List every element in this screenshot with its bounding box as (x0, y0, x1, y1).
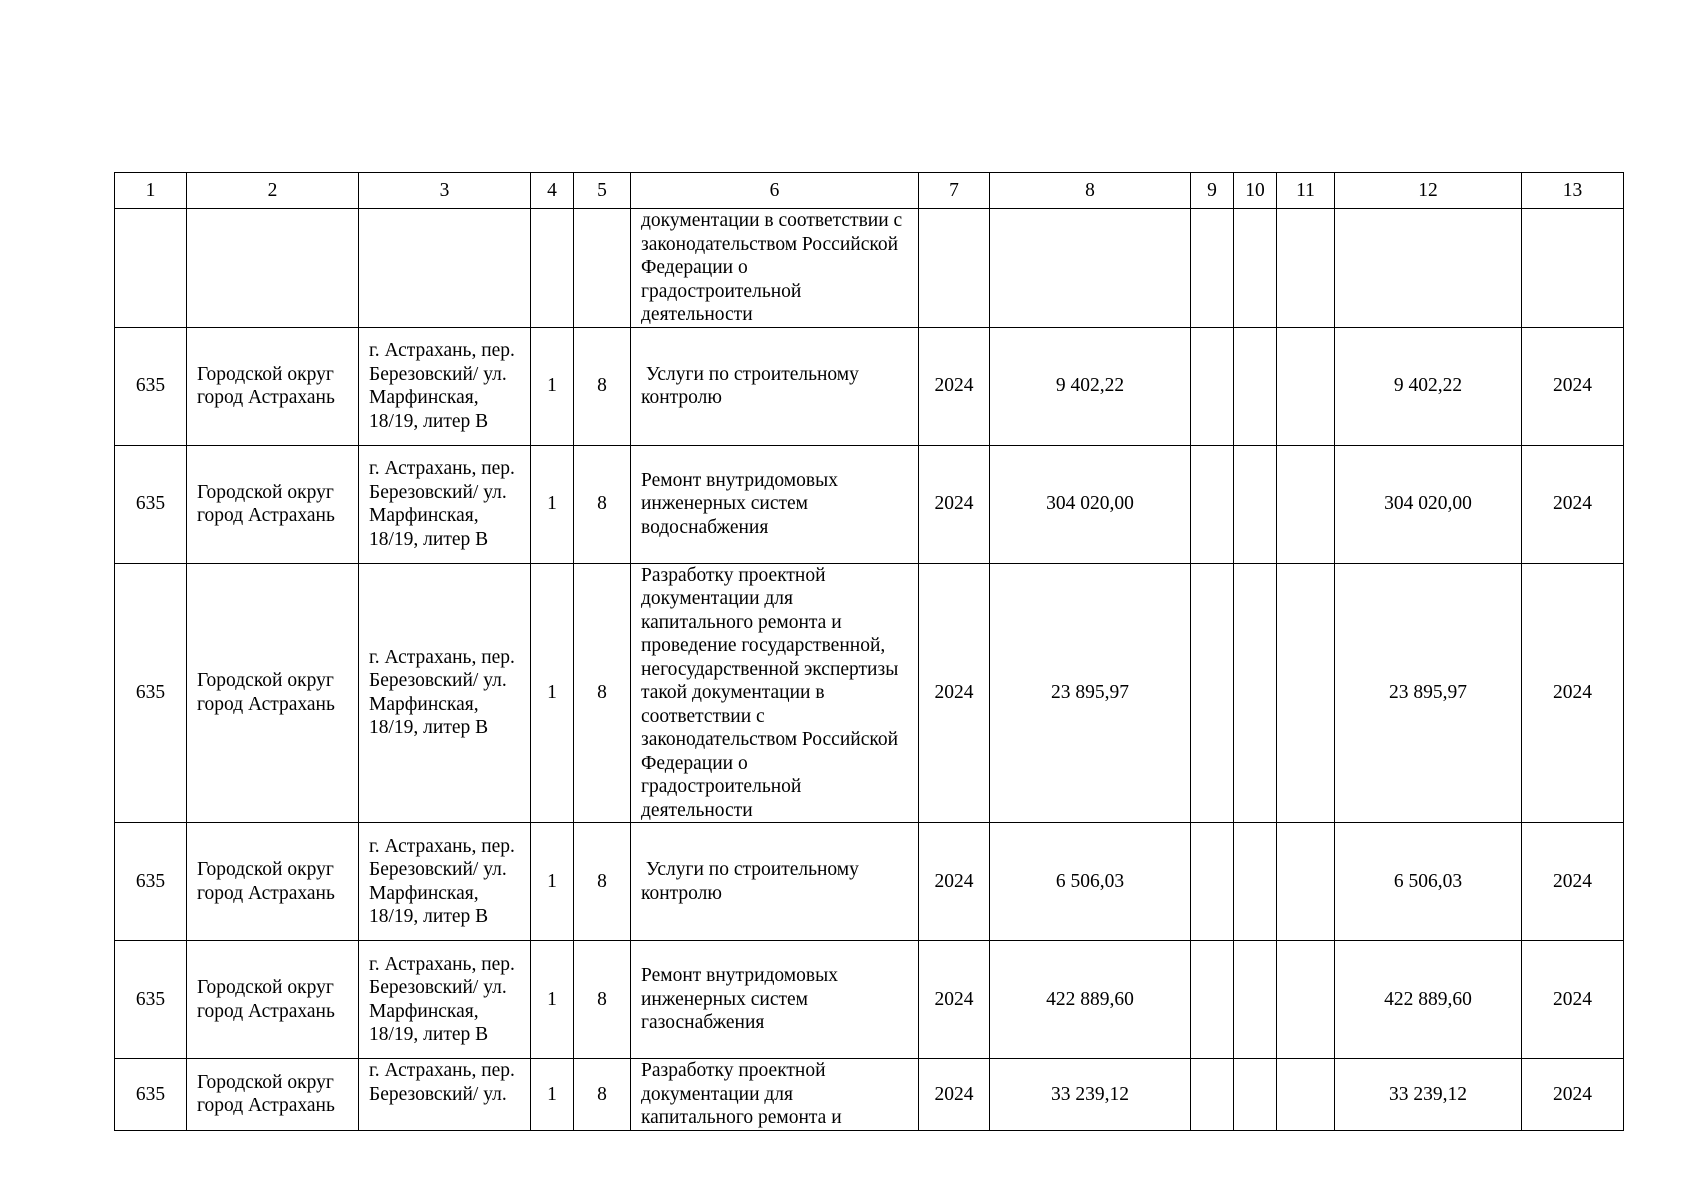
table-cell (1234, 823, 1277, 941)
work-description: Ремонт внутридомовых инженерных систем водоснабжения (631, 445, 919, 563)
table-row (115, 823, 1624, 941)
municipality: Городской округ город Астрахань (187, 823, 359, 941)
amount: 23 895,97 (1335, 563, 1522, 823)
work-description: Услуги по строительному контролю (631, 823, 919, 941)
table-cell: 8 (574, 823, 631, 941)
year: 2024 (919, 1059, 990, 1131)
table-cell (1234, 445, 1277, 563)
amount: 23 895,97 (990, 563, 1191, 823)
municipality: Городской округ город Астрахань (187, 327, 359, 445)
column-number: 4 (531, 173, 574, 209)
year: 2024 (1522, 445, 1624, 563)
row-number: 635 (115, 1059, 187, 1131)
table-cell: 1 (531, 1059, 574, 1131)
table-cell (187, 209, 359, 328)
table-row (115, 1059, 1624, 1131)
table-row (115, 445, 1624, 563)
year: 2024 (1522, 327, 1624, 445)
year: 2024 (919, 445, 990, 563)
year: 2024 (1522, 563, 1624, 823)
table-cell (1234, 209, 1277, 328)
table-cell (1522, 209, 1624, 328)
column-number: 1 (115, 173, 187, 209)
table-cell (359, 209, 531, 328)
year: 2024 (1522, 941, 1624, 1059)
table-cell (1191, 1059, 1234, 1131)
table-cell: 8 (574, 1059, 631, 1131)
table-cell (919, 209, 990, 328)
column-number: 5 (574, 173, 631, 209)
municipality: Городской округ город Астрахань (187, 445, 359, 563)
column-number: 12 (1335, 173, 1522, 209)
table-cell: 1 (531, 445, 574, 563)
municipality: Городской округ город Астрахань (187, 1059, 359, 1131)
column-number: 7 (919, 173, 990, 209)
table-cell (1277, 209, 1335, 328)
row-number: 635 (115, 941, 187, 1059)
table-cell (574, 209, 631, 328)
table-cell (1191, 445, 1234, 563)
year: 2024 (919, 563, 990, 823)
address: г. Астрахань, пер. Березовский/ ул. Марфинская, 18/19, литер В (359, 563, 531, 823)
row-number: 635 (115, 327, 187, 445)
year: 2024 (919, 327, 990, 445)
header-row (115, 173, 1624, 209)
table-cell: 1 (531, 327, 574, 445)
table-cell: 1 (531, 563, 574, 823)
municipality: Городской округ город Астрахань (187, 563, 359, 823)
table-cell: 8 (574, 327, 631, 445)
amount: 422 889,60 (1335, 941, 1522, 1059)
table-row (115, 941, 1624, 1059)
amount: 6 506,03 (990, 823, 1191, 941)
table-cell (1234, 941, 1277, 1059)
table-cell (1191, 563, 1234, 823)
table-cell (1277, 823, 1335, 941)
address: г. Астрахань, пер. Березовский/ ул. Марфинская, 18/19, литер В (359, 941, 531, 1059)
table-cell (1234, 1059, 1277, 1131)
year: 2024 (1522, 1059, 1624, 1131)
row-number: 635 (115, 823, 187, 941)
amount: 422 889,60 (990, 941, 1191, 1059)
address: г. Астрахань, пер. Березовский/ ул. (359, 1059, 531, 1131)
table-cell: 8 (574, 941, 631, 1059)
amount: 33 239,12 (990, 1059, 1191, 1131)
address: г. Астрахань, пер. Березовский/ ул. Марфинская, 18/19, литер В (359, 823, 531, 941)
table-cell (1191, 209, 1234, 328)
work-description: Разработку проектной документации для капитального ремонта и (631, 1059, 919, 1131)
table-cell (1234, 563, 1277, 823)
column-number: 9 (1191, 173, 1234, 209)
table-cell (1191, 941, 1234, 1059)
table-cell (990, 209, 1191, 328)
work-description: Разработку проектной документации для капитального ремонта и проведение государственной, негосударственной экспертизы такой документации в соответствии с законодательством Российской Федерации о градостроительной деятельности (631, 563, 919, 823)
address: г. Астрахань, пер. Березовский/ ул. Марфинская, 18/19, литер В (359, 327, 531, 445)
table-cell (1191, 327, 1234, 445)
table-row (115, 563, 1624, 823)
table-row (115, 327, 1624, 445)
table-cell (531, 209, 574, 328)
amount: 9 402,22 (1335, 327, 1522, 445)
table-cell: 8 (574, 445, 631, 563)
table-cell (1277, 941, 1335, 1059)
row-number: 635 (115, 563, 187, 823)
amount: 9 402,22 (990, 327, 1191, 445)
table-cell: 1 (531, 941, 574, 1059)
amount: 6 506,03 (1335, 823, 1522, 941)
table-cell (115, 209, 187, 328)
column-number: 6 (631, 173, 919, 209)
continuation-row (115, 209, 1624, 328)
column-number: 10 (1234, 173, 1277, 209)
column-number: 8 (990, 173, 1191, 209)
year: 2024 (919, 941, 990, 1059)
year: 2024 (1522, 823, 1624, 941)
table-cell (1335, 209, 1522, 328)
year: 2024 (919, 823, 990, 941)
address: г. Астрахань, пер. Березовский/ ул. Марфинская, 18/19, литер В (359, 445, 531, 563)
row-number: 635 (115, 445, 187, 563)
amount: 304 020,00 (990, 445, 1191, 563)
table-cell (1234, 327, 1277, 445)
table-cell (1277, 327, 1335, 445)
table-cell (1191, 823, 1234, 941)
column-number: 2 (187, 173, 359, 209)
work-description: Услуги по строительному контролю (631, 327, 919, 445)
table-cell (1277, 1059, 1335, 1131)
amount: 33 239,12 (1335, 1059, 1522, 1131)
municipality: Городской округ город Астрахань (187, 941, 359, 1059)
work-description: документации в соответствии с законодательством Российской Федерации о градостроительной деятельности (631, 209, 919, 328)
column-number: 11 (1277, 173, 1335, 209)
works-table (114, 172, 1624, 1131)
column-number: 13 (1522, 173, 1624, 209)
amount: 304 020,00 (1335, 445, 1522, 563)
table-cell (1277, 563, 1335, 823)
work-description: Ремонт внутридомовых инженерных систем газоснабжения (631, 941, 919, 1059)
table-cell: 1 (531, 823, 574, 941)
column-number: 3 (359, 173, 531, 209)
table-cell (1277, 445, 1335, 563)
table-cell: 8 (574, 563, 631, 823)
